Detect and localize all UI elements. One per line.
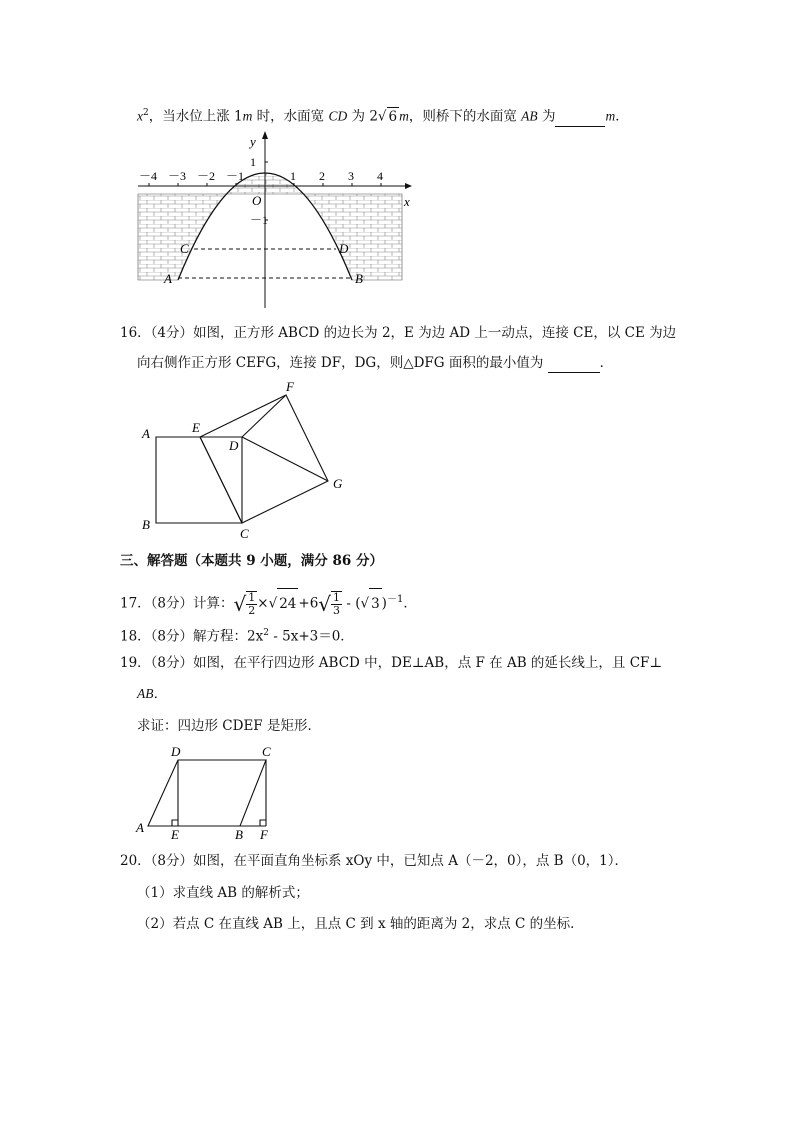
point-b: B (355, 271, 363, 286)
right-angle-e (172, 820, 178, 826)
svg-text:1: 1 (290, 169, 296, 183)
answer-blank[interactable] (555, 108, 605, 127)
point-a: A (164, 271, 172, 286)
y-tick-1: 1 (250, 155, 256, 169)
q16-line2: 向右侧作正方形 CEFG，连接 DF，DG，则△DFG 面积的最小值为 ． (137, 355, 614, 371)
svg-text:－4: －4 (139, 169, 158, 183)
label-a: A (142, 426, 150, 441)
right-angle-f (260, 820, 266, 826)
label-b: B (235, 827, 243, 842)
label-g: G (333, 476, 343, 491)
square-cefg-figure (136, 375, 366, 545)
point-d: D (339, 241, 349, 256)
origin-label: O (252, 193, 262, 208)
q19-line1: 19．（8分）如图，在平行四边形 ABCD 中，DE⊥AB，点 F 在 AB 的延长线上，且 CF⊥ (120, 655, 663, 671)
answer-blank[interactable] (548, 354, 600, 373)
y-tick-minus1: －1 (250, 213, 269, 227)
point-c: C (180, 241, 189, 256)
q19-line3: 求证：四边形 CDEF 是矩形． (137, 718, 321, 734)
label-a: A (136, 820, 144, 835)
parallelogram-abcd (148, 760, 266, 826)
label-c: C (262, 744, 271, 759)
label-c: C (240, 526, 249, 541)
q15-text: $x^2$，当水位上涨 1m 时，水面宽 CD 为 2√ 6 m，则桥下的水面宽 AB 为 m． (137, 108, 629, 125)
svg-text:4: 4 (377, 169, 383, 183)
svg-text:2: 2 (319, 169, 325, 183)
svg-text:－3: －3 (168, 169, 187, 183)
fraction-1-2: $\frac{1}{2}$ (248, 591, 256, 617)
fraction-1-3: $\frac{1}{3}$ (333, 591, 341, 617)
q20-line2: （1）求直线 AB 的解析式； (137, 885, 309, 901)
x-axis-label: x (404, 194, 410, 209)
bridge-parabola-figure (130, 128, 420, 318)
q20-line3: （2）若点 C 在直线 AB 上，且点 C 到 x 轴的距离为 2，求点 C 的坐标． (137, 916, 584, 932)
brick-wall (138, 173, 402, 280)
segment-dg (242, 437, 328, 481)
q19-line2: AB． (137, 686, 167, 701)
square-cefg (200, 395, 328, 523)
y-axis-arrow (262, 131, 268, 139)
label-f: F (260, 827, 268, 842)
section-title: 三、解答题（本题共 9 小题，满分 86 分） (120, 553, 383, 569)
label-d: D (229, 438, 239, 453)
svg-text:3: 3 (348, 169, 354, 183)
q16-line1: 16．（4分）如图，正方形 ABCD 的边长为 2，E 为边 AD 上一动点，连接 CE，以 CE 为边 (120, 325, 677, 341)
label-e: E (192, 420, 200, 435)
q18-line: 18．（8分）解方程：$2x^2 - 5x+3=0$． (120, 628, 354, 645)
label-f: F (286, 379, 294, 394)
svg-text:－2: －2 (197, 169, 216, 183)
x-axis-arrow (405, 183, 412, 189)
y-axis-label: y (250, 134, 256, 149)
svg-text:－1: －1 (226, 169, 245, 183)
q20-line1: 20．（8分）如图，在平面直角坐标系 xOy 中，已知点 A（－2，0），点 B（0，1）． (120, 853, 629, 869)
label-e: E (171, 827, 179, 842)
label-d: D (171, 744, 181, 759)
parallelogram-figure (134, 742, 284, 842)
q17-line: 17．（8分）计算：√ $\frac{1}{2}$ ×√ 24 +6√ $\frac{1}{3}$ - (√ 3 )$^{-1}$． (120, 585, 417, 619)
label-b: B (142, 517, 150, 532)
segment-df (242, 395, 286, 437)
